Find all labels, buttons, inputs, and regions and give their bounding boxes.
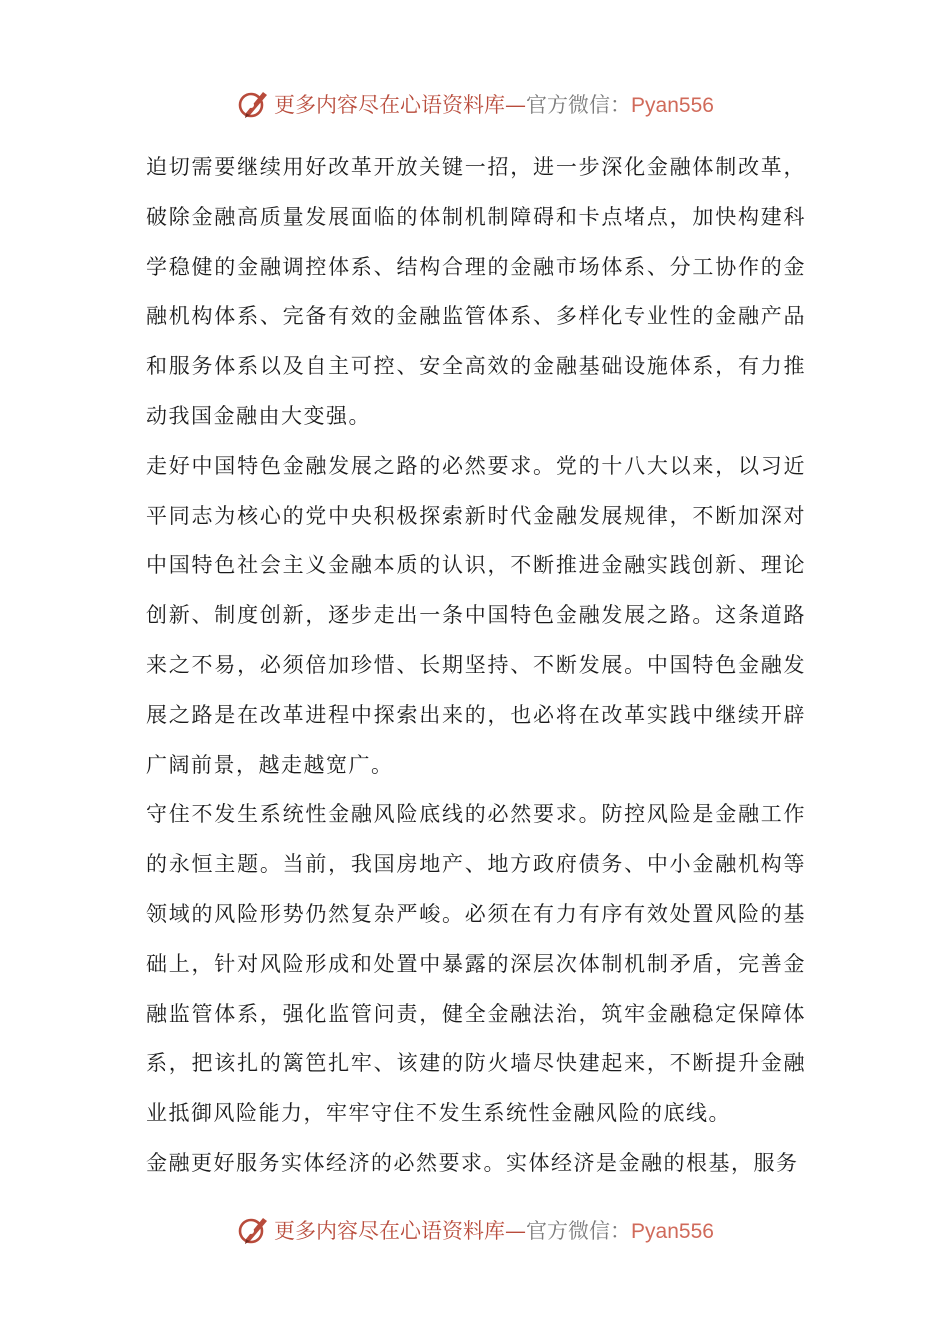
banner-dash: — — [505, 1219, 527, 1243]
pen-circle-logo-icon — [236, 87, 270, 121]
banner-text — [274, 1215, 714, 1245]
banner-handle: Pyan556 — [631, 1220, 714, 1243]
banner-prefix: 更多内容尽在心语资料库 — [274, 93, 506, 117]
document-body — [146, 143, 806, 1189]
banner-wechat-label: 官方微信： — [526, 1219, 632, 1243]
banner-handle: Pyan556 — [631, 94, 714, 117]
paragraph-4: 金融更好服务实体经济的必然要求。实体经济是金融的根基，服务 — [146, 1150, 799, 1175]
banner-prefix: 更多内容尽在心语资料库 — [274, 1219, 506, 1243]
banner-text — [274, 89, 714, 119]
paragraph-2: 走好中国特色金融发展之路的必然要求。党的十八大以来，以习近平同志为核心的党中央积极探索新时代金融发展规律，不断加深对中国特色社会主义金融本质的认识，不断推进金融实践创新、理论创新、制度创新，逐步走出一条中国特色金融发展之路。这条道路来之不易，必须倍加珍惜、长期坚持、不断发展。中国特色金融发展之路是在改革进程中探索出来的，也必将在改革实践中继续开辟广阔前景，越走越宽广。 — [146, 453, 806, 777]
paragraph-1: 迫切需要继续用好改革开放关键一招，进一步深化金融体制改革，破除金融高质量发展面临的体制机制障碍和卡点堵点，加快构建科学稳健的金融调控体系、结构合理的金融市场体系、分工协作的金融机构体系、完备有效的金融监管体系、多样化专业性的金融产品和服务体系以及自主可控、安全高效的金融基础设施体系，有力推动我国金融由大变强。 — [146, 155, 806, 428]
footer-watermark-banner — [0, 1210, 950, 1250]
banner-wechat-label: 官方微信： — [526, 93, 632, 117]
paragraph-3: 守住不发生系统性金融风险底线的必然要求。防控风险是金融工作的永恒主题。当前，我国房地产、地方政府债务、中小金融机构等领域的风险形势仍然复杂严峻。必须在有力有序有效处置风险的基础上，针对风险形成和处置中暴露的深层次体制机制矛盾，完善金融监管体系，强化监管问责，健全金融法治，筑牢金融稳定保障体系，把该扎的篱笆扎牢、该建的防火墙尽快建起来，不断提升金融业抵御风险能力，牢牢守住不发生系统性金融风险的底线。 — [146, 802, 806, 1126]
pen-circle-logo-icon — [236, 1213, 270, 1247]
header-watermark-banner — [0, 84, 950, 124]
banner-dash: — — [505, 93, 527, 117]
